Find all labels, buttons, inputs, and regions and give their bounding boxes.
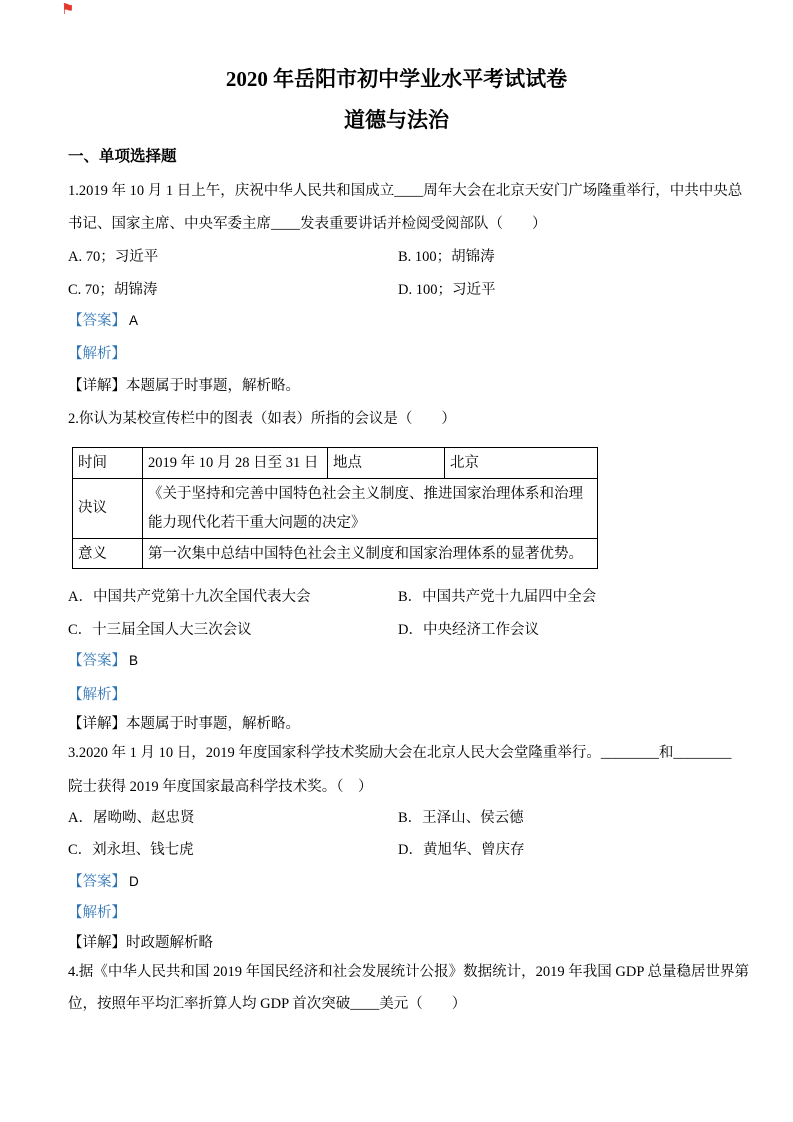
q1-option-b: B. 100；胡锦涛 bbox=[398, 249, 495, 265]
q2-answer-row bbox=[68, 651, 138, 671]
q2-detail-text: 【详解】本题属于时事题，解析略。 bbox=[68, 716, 300, 732]
table-cell-resolution-label: 决议 bbox=[73, 479, 143, 539]
q4-text-line1: 4.据《中华人民共和国 2019 年国民经济和社会发展统计公报》数据统计，2019 年我国 GDP 总量稳居世界第 bbox=[68, 964, 749, 980]
q4-text-line2: 位，按照年平均汇率折算人均 GDP 首次突破____美元（ ） bbox=[68, 996, 467, 1012]
table-cell-meaning-label: 意义 bbox=[73, 539, 143, 569]
q3-option-c: C．刘永坦、钱七虎 bbox=[68, 842, 194, 858]
table-row-meaning bbox=[73, 539, 598, 569]
q2-option-c: C．十三届全国人大三次会议 bbox=[68, 622, 252, 638]
q1-text-line2: 书记、国家主席、中央军委主席____发表重要讲话并检阅受阅部队（ ） bbox=[68, 216, 547, 232]
table-row-resolution bbox=[73, 479, 598, 539]
q2-info-table bbox=[72, 447, 598, 569]
q3-text-line1: 3.2020 年 1 月 10 日，2019 年度国家科学技术奖励大会在北京人民大会堂隆重举行。________和________ bbox=[68, 745, 732, 761]
q2-option-b: B．中国共产党十九届四中全会 bbox=[398, 589, 597, 605]
q1-detail-text: 【详解】本题属于时事题，解析略。 bbox=[68, 378, 300, 394]
table-cell-resolution-value: 《关于坚持和完善中国特色社会主义制度、推进国家治理体系和治理能力现代化若干重大问题的决定》 bbox=[143, 479, 598, 539]
table-cell-time-value: 2019 年 10 月 28 日至 31 日 bbox=[143, 448, 328, 479]
q1-text-line1: 1.2019 年 10 月 1 日上午，庆祝中华人民共和国成立____周年大会在北京天安门广场隆重举行，中共中央总 bbox=[68, 183, 743, 199]
table-cell-place-value: 北京 bbox=[445, 448, 598, 479]
q1-answer-label: 【答案】 bbox=[68, 313, 126, 329]
q1-option-a: A. 70；习近平 bbox=[68, 249, 159, 265]
q3-analysis-label: 【解析】 bbox=[68, 905, 126, 921]
q1-answer-value: A bbox=[129, 313, 139, 328]
q3-option-b: B．王泽山、侯云德 bbox=[398, 810, 524, 826]
table-row-time bbox=[73, 448, 598, 479]
table-cell-place-label: 地点 bbox=[328, 448, 445, 479]
page-subtitle: 道德与法治 bbox=[344, 108, 449, 132]
q1-analysis-label: 【解析】 bbox=[68, 346, 126, 362]
q3-answer-row bbox=[68, 872, 139, 892]
q3-option-a: A．屠呦呦、赵忠贤 bbox=[68, 810, 195, 826]
page-title: 2020 年岳阳市初中学业水平考试试卷 bbox=[225, 67, 568, 91]
q3-text-line2: 院士获得 2019 年度国家最高科学技术奖。（ ） bbox=[68, 779, 373, 795]
red-flag-icon: ⚑ bbox=[61, 0, 75, 18]
q3-detail-text: 【详解】时政题解析略 bbox=[68, 935, 213, 951]
q1-option-d: D. 100；习近平 bbox=[398, 282, 496, 298]
section-heading: 一、单项选择题 bbox=[68, 148, 177, 165]
q2-option-d: D．中央经济工作会议 bbox=[398, 622, 539, 638]
q2-analysis-label: 【解析】 bbox=[68, 687, 126, 703]
table-cell-time-label: 时间 bbox=[73, 448, 143, 479]
q3-option-d: D．黄旭华、曾庆存 bbox=[398, 842, 525, 858]
q3-answer-label: 【答案】 bbox=[68, 874, 126, 890]
q3-answer-value: D bbox=[129, 874, 139, 889]
table-cell-meaning-value: 第一次集中总结中国特色社会主义制度和国家治理体系的显著优势。 bbox=[143, 539, 598, 569]
q1-answer-row bbox=[68, 311, 138, 331]
q2-text-intro: 2.你认为某校宣传栏中的图表（如表）所指的会议是（ ） bbox=[68, 411, 456, 427]
q2-answer-label: 【答案】 bbox=[68, 653, 126, 669]
q1-option-c: C. 70；胡锦涛 bbox=[68, 282, 158, 298]
q2-answer-value: B bbox=[129, 653, 139, 668]
q2-option-a: A．中国共产党第十九次全国代表大会 bbox=[68, 589, 311, 605]
